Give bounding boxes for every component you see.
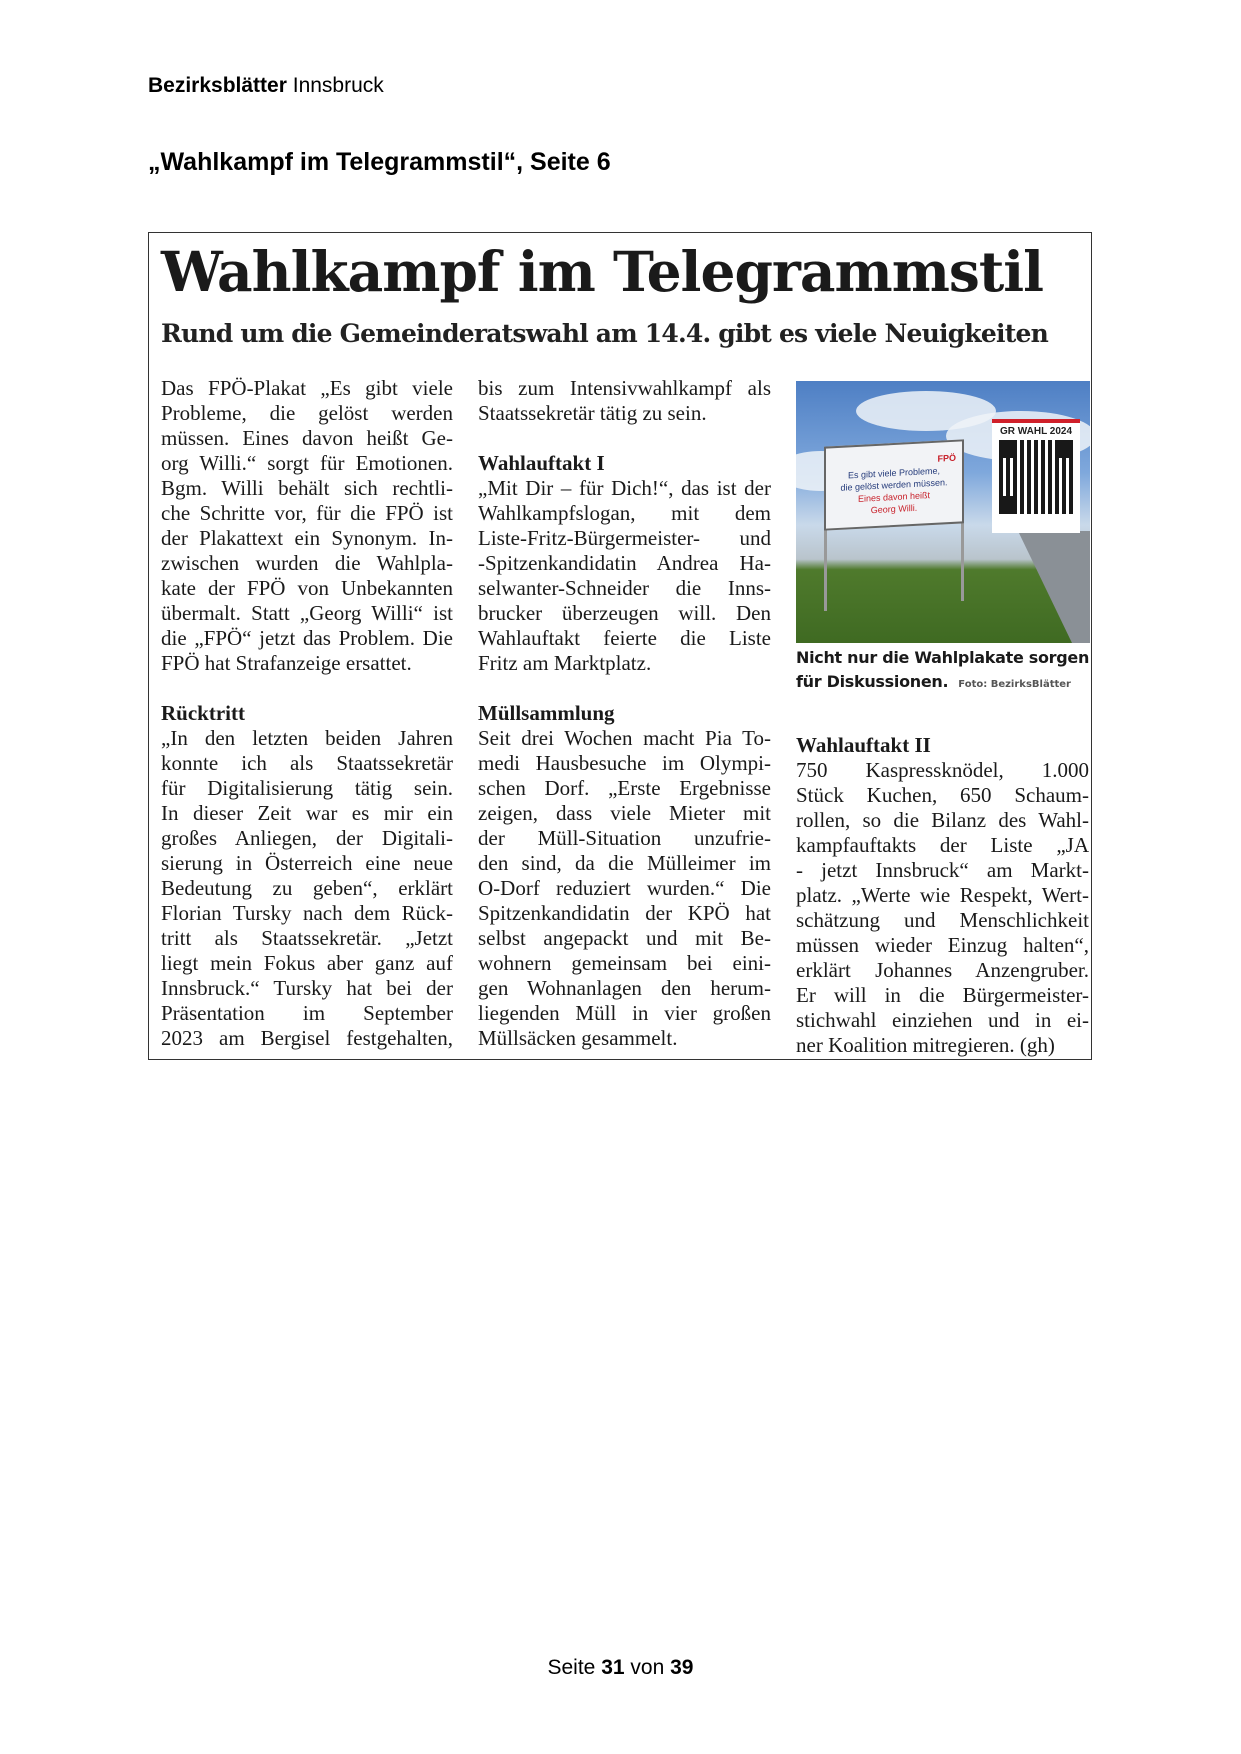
text-line: org Willi.“ sorgt für Emotionen. [161,451,453,475]
text-line: müssen wieder Einzug halten“, [796,933,1089,957]
text-line: In dieser Zeit war es mir ein [161,801,453,825]
caption-text: Nicht nur die Wahlplakate sorgen für Diskussionen. [796,648,1090,691]
text-line: Wahlkampfslogan, mit dem [478,501,771,525]
text-line: der Plakattext ein Synonym. In- [161,526,453,550]
page-number [0,1656,1241,1680]
text-line: Bedeutung zu geben“, erklärt [161,876,453,900]
text-line: Müllsäcken gesammelt. [478,1026,678,1050]
text-line: Das FPÖ-Plakat „Es gibt viele [161,376,453,400]
footer-middle: von [630,1656,665,1679]
text-line: Fritz am Marktplatz. [478,651,652,675]
poster-text: die gelöst werden müssen. [840,477,948,493]
text-line: liegt mein Fokus aber ganz auf [161,951,453,975]
text-line: übermalt. Statt „Georg Willi“ ist [161,601,453,625]
subheadline: Rund um die Gemeinderatswahl am 14.4. gibt es viele Neuigkeiten [161,319,1048,348]
text-line: Probleme, die gelöst werden [161,401,453,425]
text-line: brucker überzeugen will. Den [478,601,771,625]
text-line: stichwahl einziehen und in ei- [796,1008,1089,1032]
text-line: „Mit Dir – für Dich!“, das ist der [478,476,771,500]
section-heading: Wahlauftakt II [796,733,931,757]
text-line: kampfauftakts der Liste „JA [796,833,1089,857]
text-line: die „FPÖ“ jetzt das Problem. Die [161,626,453,650]
election-poster [824,439,964,530]
text-line: 2023 am Bergisel festgehalten, [161,1026,453,1050]
text-line: müssen. Eines davon heißt Ge- [161,426,453,450]
current-page: 31 [601,1656,625,1679]
section-heading: Rücktritt [161,701,245,725]
photo-credit: Foto: BezirksBlätter [958,679,1071,690]
text-line: platz. „Werte wie Respekt, Wert- [796,883,1089,907]
section-gap [478,676,771,701]
text-line: O-Dorf reduziert wurden.“ Die [478,876,771,900]
poster-text: Es gibt viele Probleme, [847,465,941,481]
total-pages: 39 [670,1656,694,1679]
text-line: che Schritte vor, für die FPÖ ist [161,501,453,525]
text-line: zwischen wurden die Wahlpla- [161,551,453,575]
text-line: Innsbruck.“ Tursky hat bei der [161,976,453,1000]
publication-bold: Bezirksblätter [148,74,287,97]
article-photo [796,381,1090,643]
text-line: medi Hausbesuche im Olympi- [478,751,771,775]
text-line: Seit drei Wochen macht Pia To- [478,726,771,750]
text-line: Präsentation im September [161,1001,453,1025]
qr-label: GR WAHL 2024 [999,426,1073,437]
text-line: zeigen, dass viele Mieter mit [478,801,771,825]
text-line: selwanter-Schneider die Inns- [478,576,771,600]
section-gap [478,426,771,451]
text-line: bis zum Intensivwahlkampf als [478,376,771,400]
qr-code-icon [999,440,1073,514]
text-line: Stück Kuchen, 650 Schaum- [796,783,1089,807]
text-line: - jetzt Innsbruck“ am Markt- [796,858,1089,882]
text-line: selbst angepackt und mit Be- [478,926,771,950]
article-clipping [148,232,1092,1060]
text-line: schen Dorf. „Erste Ergebnisse [478,776,771,800]
poster-post [961,511,964,601]
column-1 [161,376,453,1051]
text-line: Bgm. Willi behält sich rechtli- [161,476,453,500]
text-line: rollen, so die Bilanz des Wahl- [796,808,1089,832]
section-heading: Müllsammlung [478,701,615,725]
text-line: Staatssekretär tätig zu sein. [478,401,707,425]
text-line: Florian Tursky nach dem Rück- [161,901,453,925]
column-3 [796,733,1089,1058]
text-line: kate der FPÖ von Unbekannten [161,576,453,600]
text-line: sierung in Österreich eine neue [161,851,453,875]
text-line: Wahlauftakt feierte die Liste [478,626,771,650]
text-line: Liste-Fritz-Bürgermeister- und [478,526,771,550]
road [970,531,1090,643]
photo-caption [796,646,1090,697]
poster-post [824,521,827,611]
text-line: für Digitalisierung tätig sein. [161,776,453,800]
text-line: 750 Kaspressknödel, 1.000 [796,758,1089,782]
text-line: wohnern gemeinsam bei eini- [478,951,771,975]
text-line: Spitzenkandidatin der KPÖ hat [478,901,771,925]
text-line: konnte ich als Staatssekretär [161,751,453,775]
text-line: den sind, da die Mülleimer im [478,851,771,875]
section-heading: Wahlauftakt I [478,451,605,475]
poster-text: Georg Willi. [870,502,918,516]
text-line: Er will in die Bürgermeister- [796,983,1089,1007]
publication-city: Innsbruck [292,74,384,97]
publication-name [148,74,384,98]
text-line: schätzung und Menschlichkeit [796,908,1089,932]
text-line: großes Anliegen, der Digitali- [161,826,453,850]
article-reference: „Wahlkampf im Telegrammstil“, Seite 6 [148,148,611,176]
footer-prefix: Seite [547,1656,596,1679]
section-gap [161,676,453,701]
text-line: -Spitzenkandidatin Andrea Ha- [478,551,771,575]
text-line: liegenden Müll in vier großen [478,1001,771,1025]
text-line: „In den letzten beiden Jahren [161,726,453,750]
qr-code-badge [992,419,1080,533]
text-line: ner Koalition mitregieren. (gh) [796,1033,1055,1057]
text-line: gen Wohnanlagen den herum- [478,976,771,1000]
poster-text: Eines davon heißt [857,490,931,504]
text-line: FPÖ hat Strafanzeige ersattet. [161,651,412,675]
column-2 [478,376,771,1051]
text-line: der Müll-Situation unzufrie- [478,826,771,850]
text-line: tritt als Staatssekretär. „Jetzt [161,926,453,950]
poster-logo: FPÖ [937,452,956,464]
text-line: erklärt Johannes Anzengruber. [796,958,1089,982]
headline: Wahlkampf im Telegrammstil [161,239,1044,304]
